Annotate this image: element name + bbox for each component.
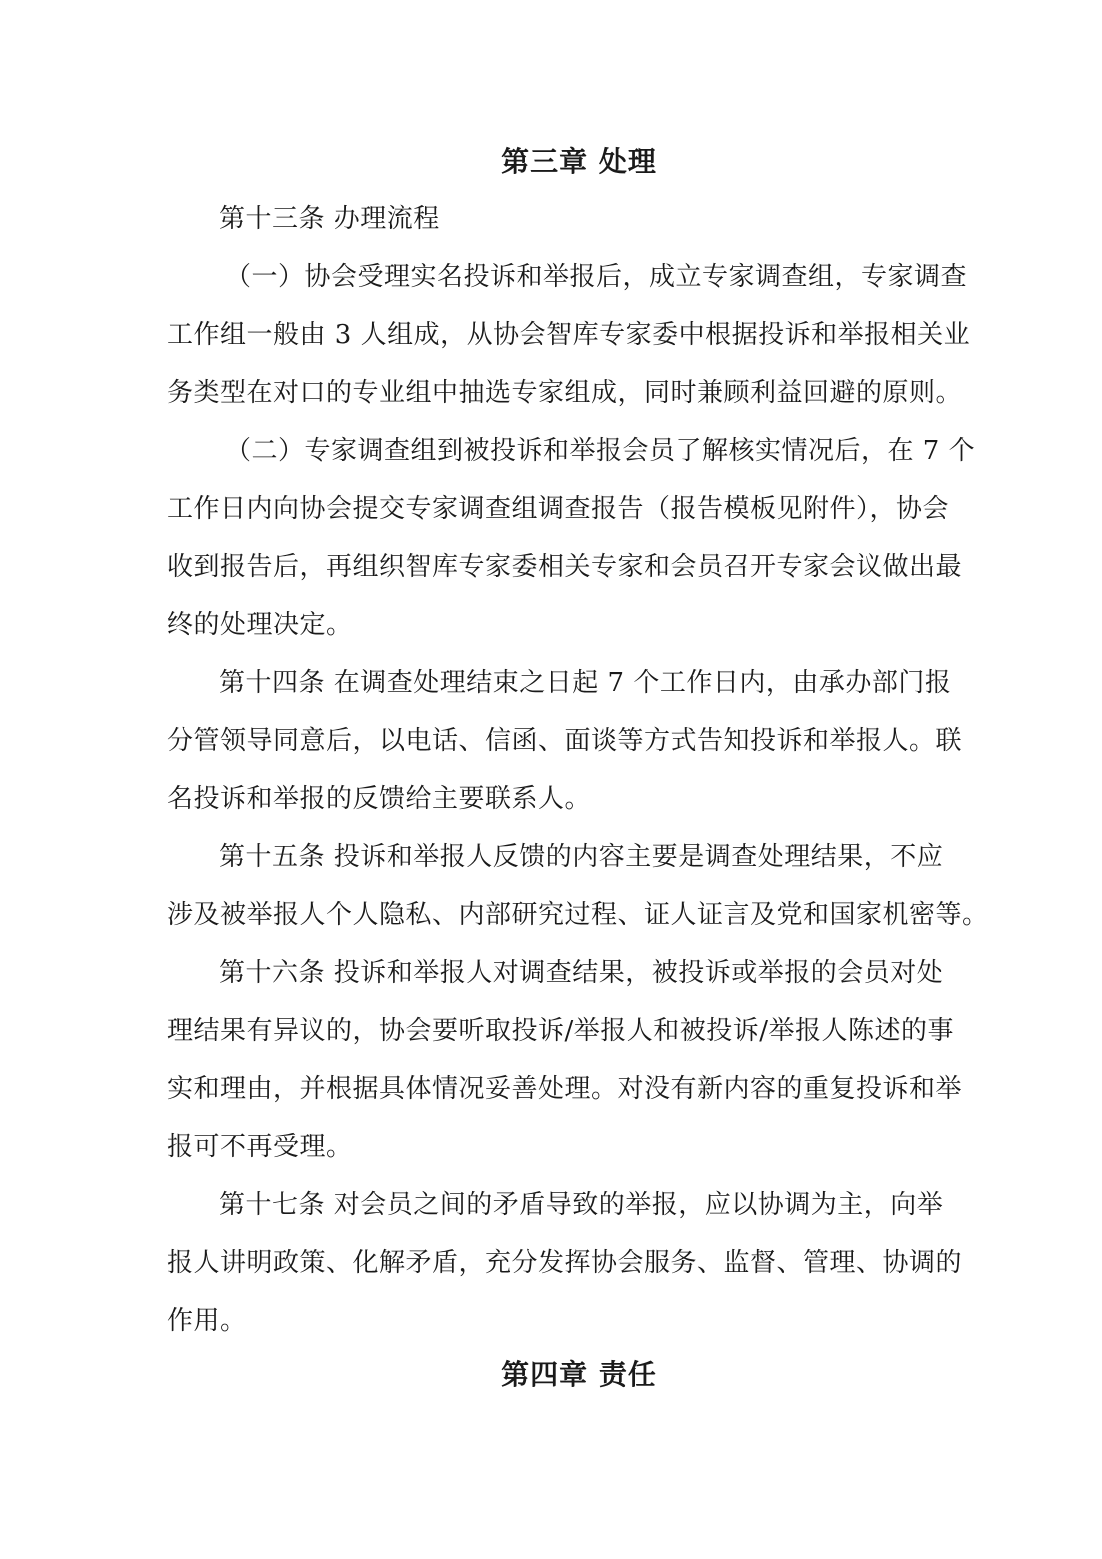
text-line: 报人讲明政策、化解矛盾，充分发挥协会服务、监督、管理、协调的	[167, 1248, 963, 1278]
text-line: 第十三条 办理流程	[219, 204, 440, 234]
text-line: 涉及被举报人个人隐私、内部研究过程、证人证言及党和国家机密等。	[167, 900, 989, 930]
text-line: 收到报告后，再组织智库专家委相关专家和会员召开专家会议做出最	[167, 552, 963, 582]
text-line: 工作组一般由 3 人组成，从协会智库专家委中根据投诉和举报相关业	[167, 320, 971, 350]
text-line: 名投诉和举报的反馈给主要联系人。	[167, 784, 592, 814]
text-line: 实和理由，并根据具体情况妥善处理。对没有新内容的重复投诉和举	[167, 1074, 963, 1104]
text-line: 理结果有异议的，协会要听取投诉/举报人和被投诉/举报人陈述的事	[167, 1016, 955, 1046]
text-line: 第十四条 在调查处理结束之日起 7 个工作日内，由承办部门报	[219, 668, 952, 698]
text-line: 作用。	[167, 1306, 247, 1336]
text-line: 第十六条 投诉和举报人对调查结果，被投诉或举报的会员对处	[219, 958, 944, 988]
text-line: 分管领导同意后，以电话、信函、面谈等方式告知投诉和举报人。联	[167, 726, 963, 756]
text-line: （一）协会受理实名投诉和举报后，成立专家调查组，专家调查	[225, 262, 968, 292]
text-line: 务类型在对口的专业组中抽选专家组成，同时兼顾利益回避的原则。	[167, 378, 963, 408]
text-line: 第十五条 投诉和举报人反馈的内容主要是调查处理结果，不应	[219, 842, 944, 872]
text-line: 报可不再受理。	[167, 1132, 353, 1162]
chapter-3-body	[167, 190, 989, 1350]
text-line: 终的处理决定。	[167, 610, 353, 640]
chapter-4-title: 第四章 责任	[501, 1358, 657, 1391]
text-line: 工作日内向协会提交专家调查组调查报告（报告模板见附件），协会	[167, 494, 950, 524]
text-line: 第十七条 对会员之间的矛盾导致的举报，应以协调为主，向举	[219, 1190, 944, 1220]
text-line: （二）专家调查组到被投诉和举报会员了解核实情况后，在 7 个	[225, 436, 976, 466]
chapter-3-title: 第三章 处理	[501, 145, 657, 178]
